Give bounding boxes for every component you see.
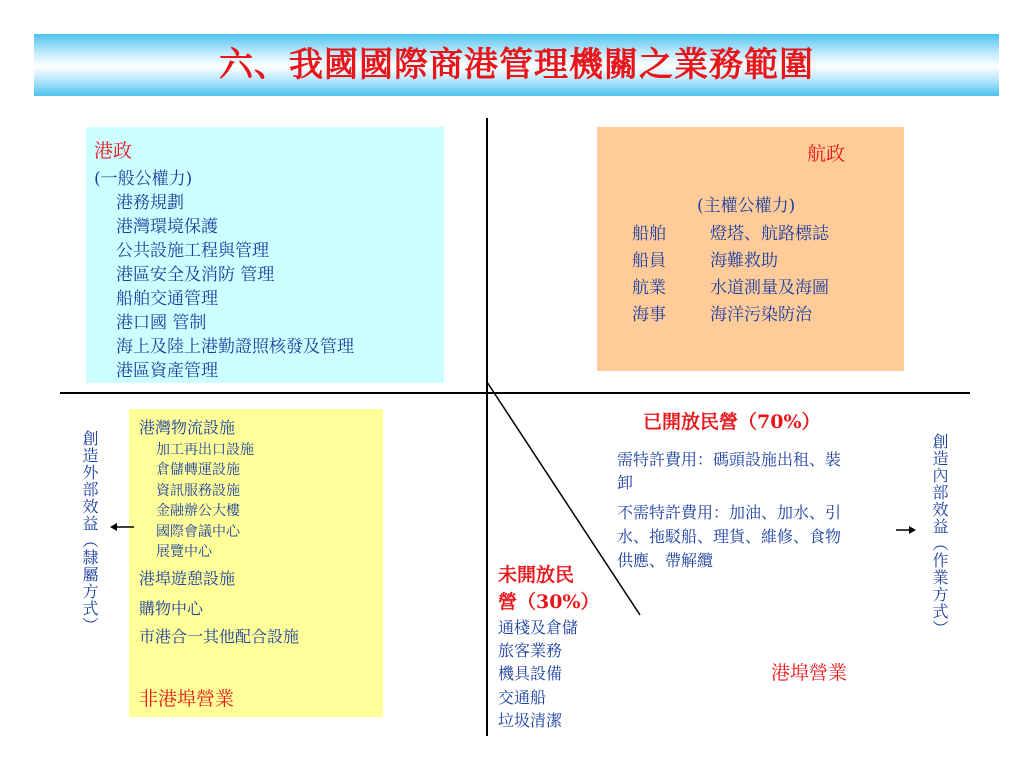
no-permit-fee-line: 不需特許費用：加油、加水、引 xyxy=(617,503,842,522)
left-side-label: 創造外部效益（隸屬方式） xyxy=(80,430,99,634)
list-item: 倉儲轉運設施 xyxy=(156,462,240,478)
permit-fee-line: 卸 xyxy=(617,473,634,492)
navigation-admin-subheading: (主權公權力) xyxy=(697,196,796,216)
right-arrow-icon xyxy=(896,523,916,537)
logistics-heading: 港灣物流設施 xyxy=(139,418,236,437)
list-item: 海上及陸上港勤證照核發及管理 xyxy=(116,337,354,357)
list-item: 港灣環境保護 xyxy=(116,217,218,237)
left-arrow-icon xyxy=(110,520,134,534)
permit-fee-line: 需特許費用：碼頭設施出租、裝 xyxy=(617,450,842,469)
no-permit-fee-line: 水、拖駁船、理貨、維修、食物 xyxy=(617,527,842,546)
list-item: 機具設備 xyxy=(498,664,563,683)
list-item: 資訊服務設施 xyxy=(156,483,240,499)
list-item: 水道測量及海圖 xyxy=(710,278,829,298)
not-opened-heading: 營（30%） xyxy=(498,591,600,613)
list-item: 交通船 xyxy=(498,688,547,707)
list-item: 海洋污染防治 xyxy=(710,305,812,325)
list-item: 加工再出口設施 xyxy=(156,442,254,458)
port-admin-subheading: (一般公權力) xyxy=(94,169,193,189)
list-item: 金融辦公大樓 xyxy=(156,503,240,519)
list-item: 旅客業務 xyxy=(498,641,563,660)
list-item: 垃圾清潔 xyxy=(498,711,563,730)
list-item: 展覽中心 xyxy=(156,544,212,560)
list-item: 港務規劃 xyxy=(116,193,184,213)
list-item: 國際會議中心 xyxy=(156,524,240,540)
list-item: 港埠遊憩設施 xyxy=(139,569,236,588)
page-title: 六、我國國際商港管理機關之業務範圍 xyxy=(219,45,814,85)
list-item: 船舶交通管理 xyxy=(116,289,218,309)
list-item: 通棧及倉儲 xyxy=(498,618,579,637)
navigation-admin-heading: 航政 xyxy=(807,143,846,165)
port-admin-heading: 港政 xyxy=(94,140,133,162)
list-item: 船舶 xyxy=(632,224,666,244)
list-item: 港口國 管制 xyxy=(116,313,207,333)
list-item: 燈塔、航路標誌 xyxy=(710,224,829,244)
list-item: 公共設施工程與管理 xyxy=(116,241,269,261)
list-item: 港區安全及消防 管理 xyxy=(116,265,275,285)
list-item: 船員 xyxy=(632,251,666,271)
no-permit-fee-line: 供應、帶解纜 xyxy=(617,551,714,570)
list-item: 航業 xyxy=(632,278,666,298)
opened-private-heading: 已開放民營（70%） xyxy=(643,411,821,433)
not-opened-heading: 未開放民 xyxy=(498,564,575,586)
port-business-label: 港埠營業 xyxy=(771,662,848,684)
list-item: 市港合一其他配合設施 xyxy=(139,627,300,646)
right-side-label: 創造內部效益（作業方式） xyxy=(930,433,949,637)
list-item: 港區資產管理 xyxy=(116,361,218,381)
list-item: 海事 xyxy=(632,305,666,325)
non-port-business-footer: 非港埠營業 xyxy=(139,688,235,710)
list-item: 海難救助 xyxy=(710,251,778,271)
list-item: 購物中心 xyxy=(139,599,204,618)
